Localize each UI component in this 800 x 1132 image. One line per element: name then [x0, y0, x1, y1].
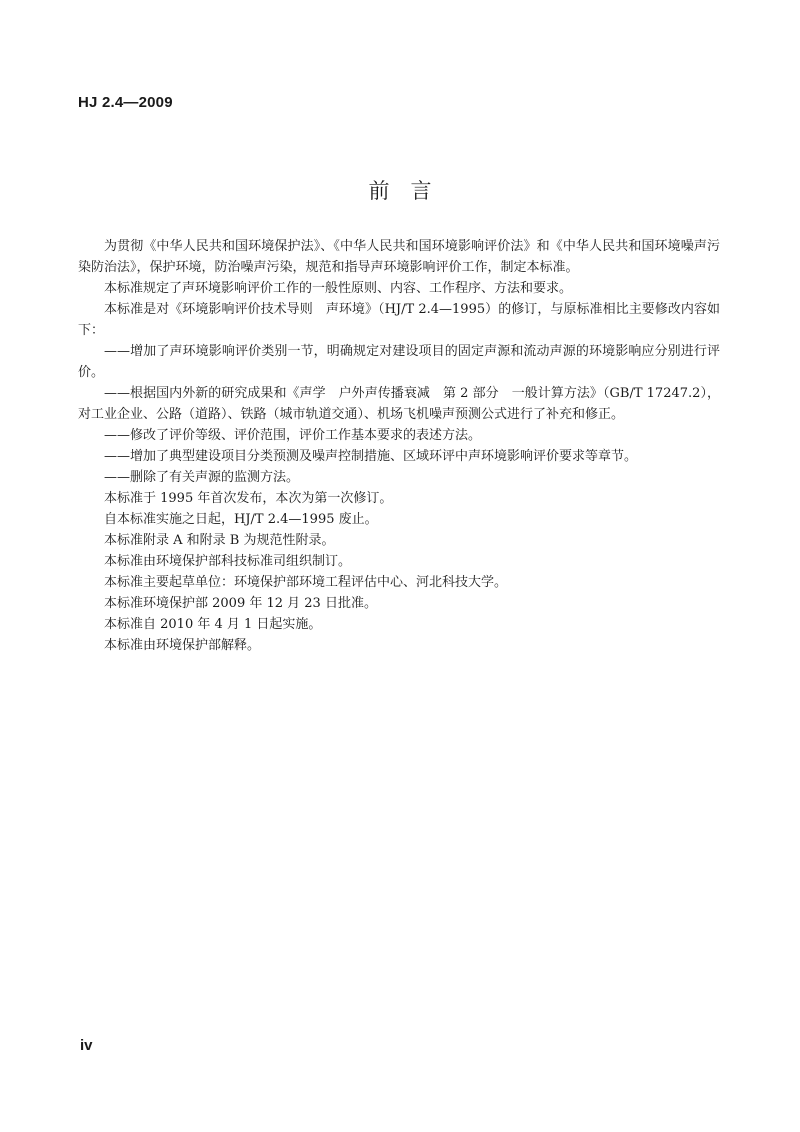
paragraph-purpose: 为贯彻《中华人民共和国环境保护法》、《中华人民共和国环境影响评价法》和《中华人民共和国环境噪声污染防治法》，保护环境，防治噪声污染，规范和指导声环境影响评价工作，制定本标准。 [78, 239, 720, 275]
paragraph-scope: 本标准规定了声环境影响评价工作的一般性原则、内容、工作程序、方法和要求。 [104, 281, 573, 296]
paragraph-drafters: 本标准主要起草单位：环境保护部环境工程评估中心、河北科技大学。 [104, 575, 508, 590]
paragraph-annexes: 本标准附录 A 和附录 B 为规范性附录。 [104, 533, 335, 548]
paragraph-interpretation: 本标准由环境保护部解释。 [104, 638, 261, 653]
page-title: 前 言 [368, 179, 432, 203]
foreword-body [78, 236, 720, 656]
paragraph-change-3: ——修改了评价等级、评价范围，评价工作基本要求的表述方法。 [104, 428, 482, 443]
page-number: iv [80, 1037, 93, 1054]
paragraph-change-5: ——删除了有关声源的监测方法。 [104, 470, 300, 485]
paragraph-revision: 本标准是对《环境影响评价技术导则 声环境》（HJ/T 2.4—1995）的修订，与原标准相比主要修改内容如下： [78, 302, 720, 338]
paragraph-effective-date: 本标准自 2010 年 4 月 1 日起实施。 [104, 617, 322, 632]
paragraph-first-release: 本标准于 1995 年首次发布，本次为第一次修订。 [104, 491, 393, 506]
paragraph-approval: 本标准环境保护部 2009 年 12 月 23 日批准。 [104, 596, 377, 611]
paragraph-change-4: ——增加了典型建设项目分类预测及噪声控制措施、区域环评中声环境影响评价要求等章节。 [104, 449, 638, 464]
paragraph-change-2: ——根据国内外新的研究成果和《声学 户外声传播衰减 第 2 部分 一般计算方法》（GB/T 17247.2），对工业企业、公路（道路）、铁路（城市轨道交通）、机场飞机噪声预测公式进行了补充和修正。 [78, 386, 720, 422]
paragraph-organizer: 本标准由环境保护部科技标准司组织制订。 [104, 554, 352, 569]
paragraph-change-1: ——增加了声环境影响评价类别一节，明确规定对建设项目的固定声源和流动声源的环境影响应分别进行评价。 [78, 344, 720, 380]
paragraph-supersedes: 自本标准实施之日起，HJ/T 2.4—1995 废止。 [104, 512, 378, 527]
document-code: HJ 2.4—2009 [78, 94, 173, 111]
